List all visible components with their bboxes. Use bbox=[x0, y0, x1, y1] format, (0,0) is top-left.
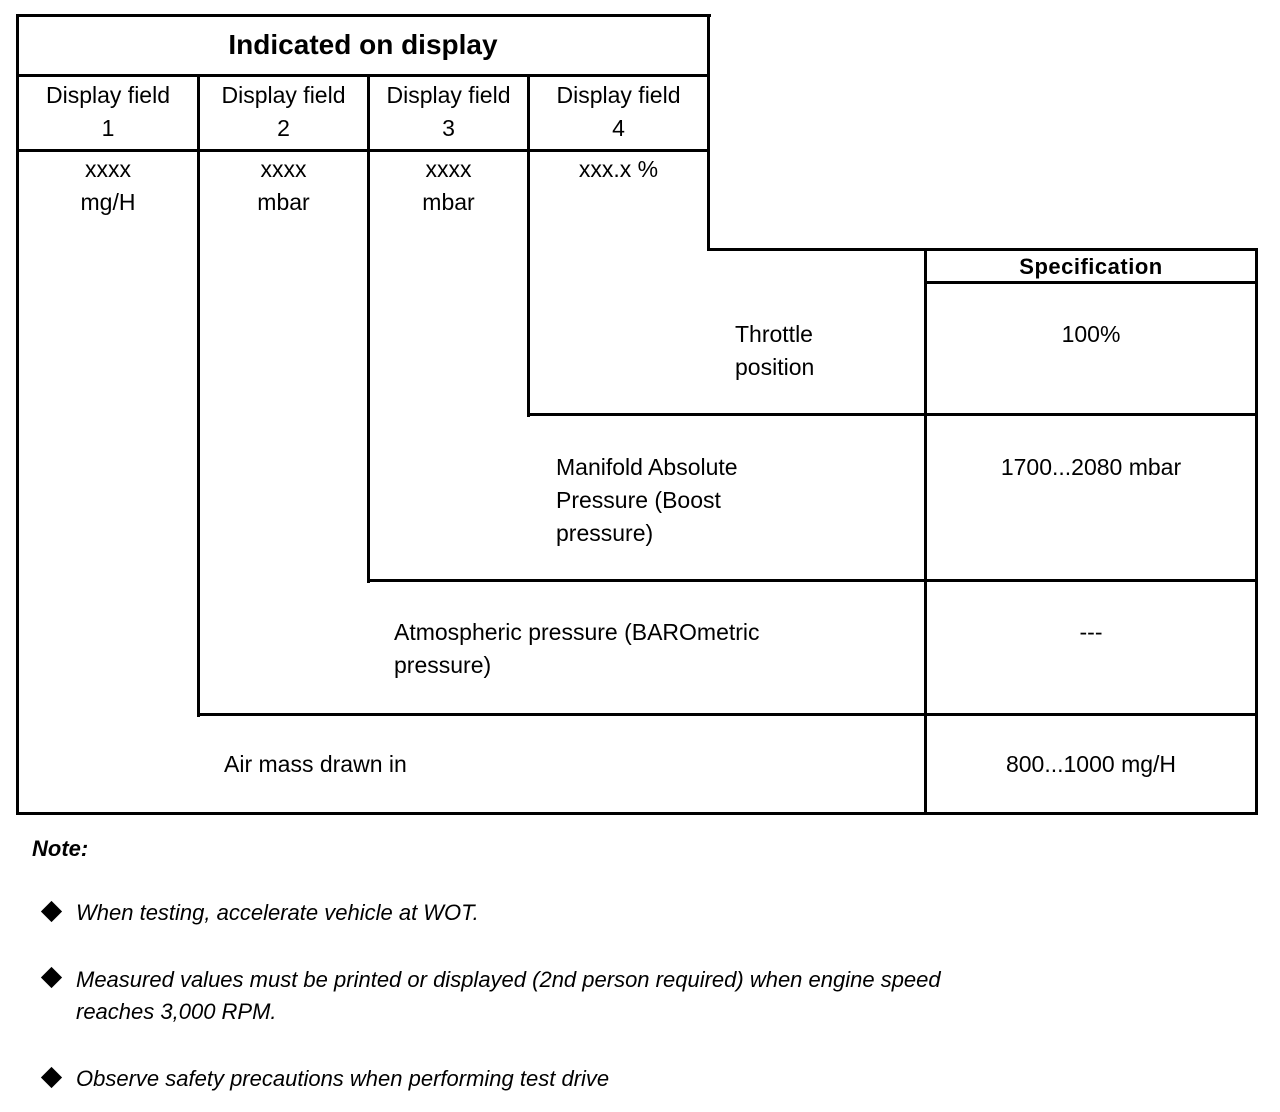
display-field-1-value: xxxx mg/H bbox=[80, 156, 136, 215]
frame-line bbox=[527, 413, 1258, 416]
manifold-pressure-spec: 1700...2080 mbar bbox=[1000, 454, 1182, 480]
frame-line bbox=[367, 74, 370, 583]
atmospheric-pressure-label: Atmospheric pressure (BAROmetric pressure) bbox=[394, 619, 760, 678]
display-field-3-label: Display field 3 bbox=[386, 82, 511, 141]
note-item: When testing, accelerate vehicle at WOT. bbox=[76, 900, 479, 925]
note-heading: Note: bbox=[32, 836, 89, 861]
diamond-bullet-icon bbox=[41, 1067, 62, 1088]
table-title: Indicated on display bbox=[228, 29, 498, 60]
specification-heading: Specification bbox=[1019, 254, 1163, 279]
frame-line bbox=[16, 74, 710, 77]
frame-line bbox=[16, 812, 1258, 815]
note-item: Observe safety precautions when performing test drive bbox=[76, 1066, 610, 1091]
frame-line bbox=[16, 149, 710, 152]
display-field-4-value: xxx.x % bbox=[578, 156, 659, 182]
frame-line bbox=[367, 579, 1258, 582]
frame-line bbox=[197, 713, 1258, 716]
display-field-3-value: xxxx mbar bbox=[422, 156, 475, 215]
diamond-bullet-icon bbox=[41, 967, 62, 988]
frame-line bbox=[16, 14, 711, 17]
display-field-4-label: Display field 4 bbox=[556, 82, 681, 141]
throttle-position-spec: 100% bbox=[1061, 321, 1121, 347]
frame-line bbox=[707, 14, 710, 251]
air-mass-label: Air mass drawn in bbox=[224, 751, 407, 777]
note-item: Measured values must be printed or displayed (2nd person required) when engine speed reaches 3,000 RPM. bbox=[76, 967, 941, 1024]
air-mass-spec: 800...1000 mg/H bbox=[1005, 751, 1177, 777]
frame-line bbox=[1255, 248, 1258, 815]
atmospheric-pressure-spec: --- bbox=[1079, 619, 1103, 645]
throttle-position-label: Throttle position bbox=[735, 321, 815, 380]
diamond-bullet-icon bbox=[41, 901, 62, 922]
display-field-1-label: Display field 1 bbox=[46, 82, 170, 141]
display-field-2-value: xxxx mbar bbox=[257, 156, 310, 215]
manifold-pressure-label: Manifold Absolute Pressure (Boost pressure) bbox=[556, 454, 738, 546]
display-field-2-label: Display field 2 bbox=[221, 82, 346, 141]
